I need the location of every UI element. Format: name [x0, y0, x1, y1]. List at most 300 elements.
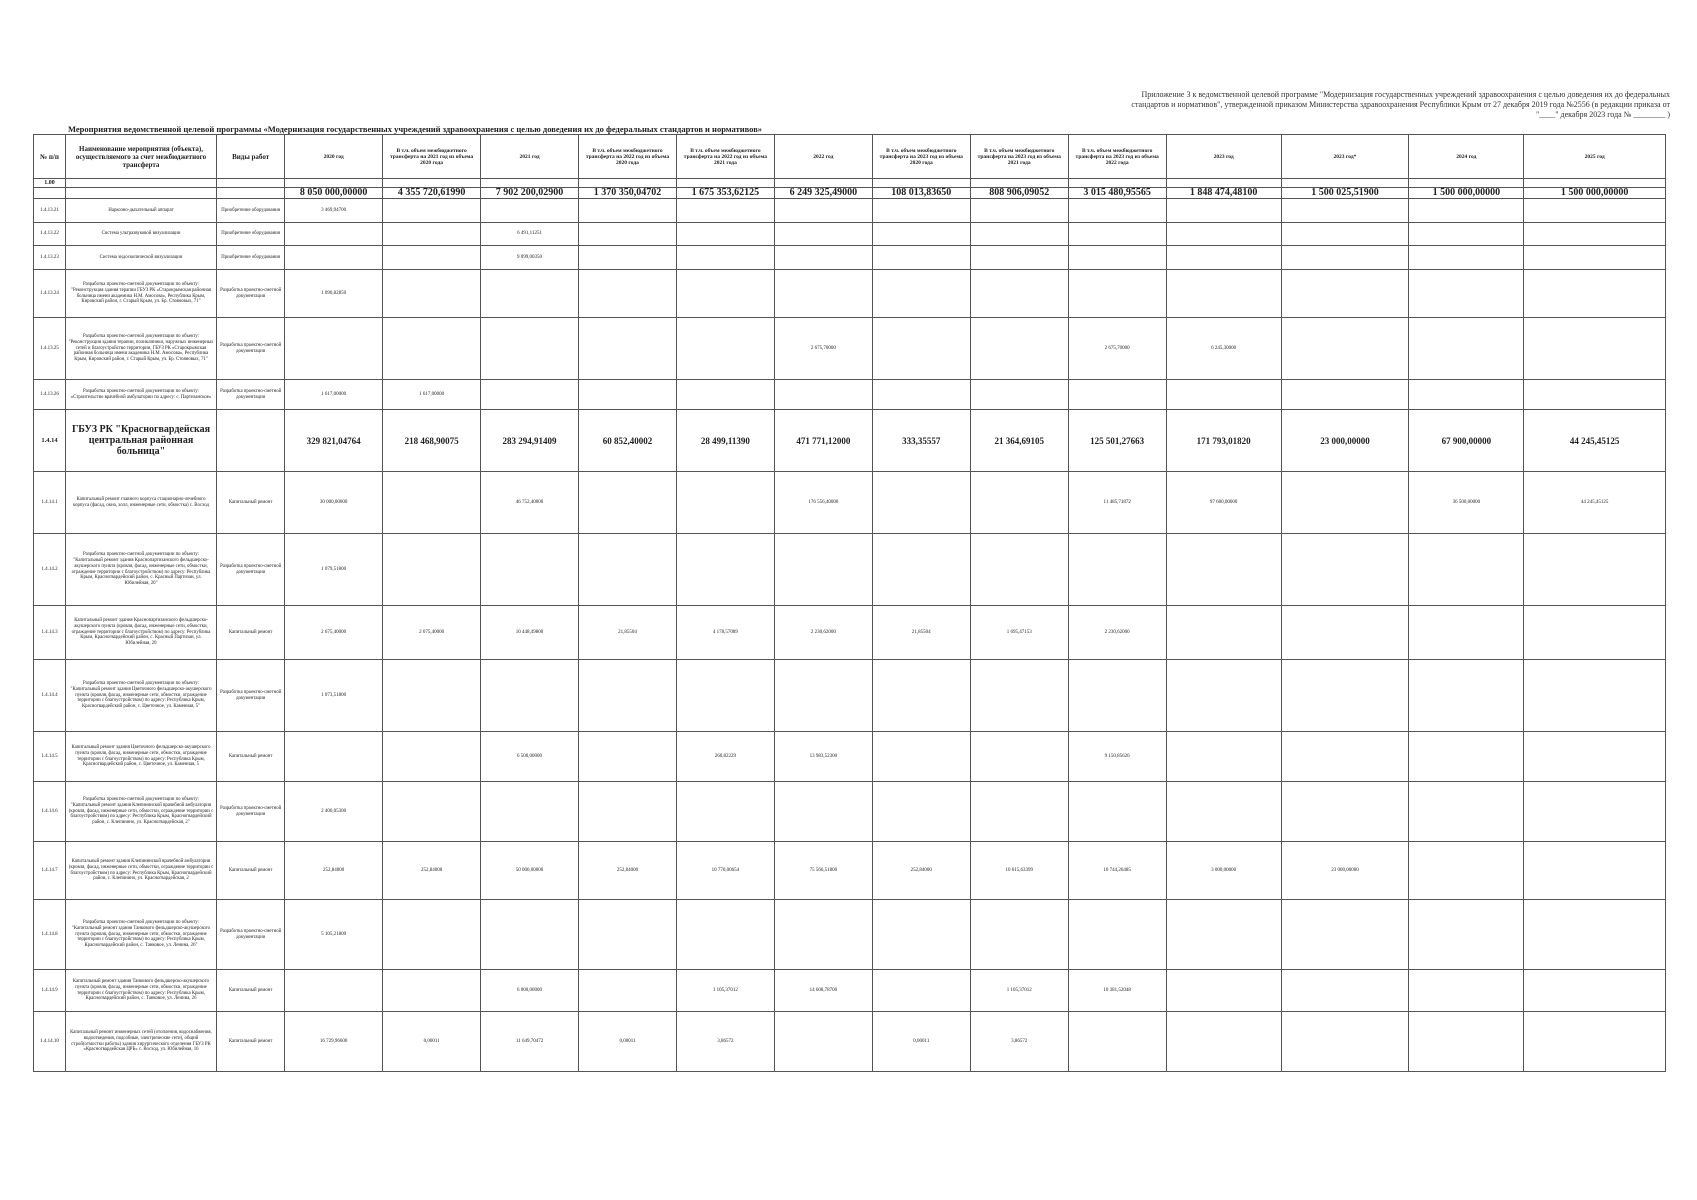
row-number: 1.4.13.26 [34, 380, 66, 410]
total-cell: 1 370 350,04702 [579, 188, 677, 199]
value-cell: 0,00011 [872, 1012, 970, 1072]
total-cell: 1 675 353,62125 [676, 188, 774, 199]
value-cell: 13 983,52300 [774, 732, 872, 782]
table-row [34, 606, 1666, 660]
row-number: 1.4.14.2 [34, 534, 66, 606]
total-cell: 4 355 720,61990 [383, 188, 481, 199]
header-col: 2020 год [285, 135, 383, 179]
row-name: Наркозно-дыхательный аппарат [65, 199, 216, 223]
value-cell: 6 500,00000 [481, 732, 579, 782]
row-number: 1.4.14.8 [34, 900, 66, 970]
value-cell [1524, 900, 1666, 970]
value-cell: 6 245,30000 [1166, 318, 1281, 380]
value-cell: 3,86572 [970, 1012, 1068, 1072]
value-cell [774, 782, 872, 842]
value-cell [1409, 246, 1524, 270]
value-cell [579, 270, 677, 318]
row-number: 1.4.14.1 [34, 472, 66, 534]
value-cell: 125 501,27663 [1068, 410, 1166, 472]
row-work-type: Капитальный ремонт [217, 606, 285, 660]
value-cell: 1 073,51800 [285, 660, 383, 732]
table-row [34, 270, 1666, 318]
value-cell [579, 472, 677, 534]
value-cell [481, 318, 579, 380]
value-cell [676, 660, 774, 732]
table-row [34, 732, 1666, 782]
value-cell [1166, 606, 1281, 660]
value-cell: 2 675,40000 [383, 606, 481, 660]
value-cell [383, 534, 481, 606]
row-number: 1.4.13.23 [34, 246, 66, 270]
value-cell [1409, 732, 1524, 782]
value-cell [1524, 199, 1666, 223]
index-row [34, 179, 1666, 188]
row-number: 1.4.13.22 [34, 223, 66, 246]
value-cell: 3,86572 [676, 1012, 774, 1072]
value-cell: 1 090,82850 [285, 270, 383, 318]
value-cell [1409, 534, 1524, 606]
header-col: 2023 год [1166, 135, 1281, 179]
value-cell [383, 970, 481, 1012]
value-cell [676, 900, 774, 970]
row-number: 1.4.13.24 [34, 270, 66, 318]
value-cell [579, 223, 677, 246]
total-cell: 108 013,83650 [872, 188, 970, 199]
value-cell [1068, 223, 1166, 246]
row-name: Разработка проектно-сметной документации по объекту: "Капитальный ремонт здания Цветочного фельдшерско-акушерского пункта (кровля, фасад, инженерные сети, обмостки, ограждение территории с благоустройством) по адресу: Республика Крым, Красногвардейский район, с. Цветочное, ул. Каменная, 5" [65, 660, 216, 732]
value-cell [872, 900, 970, 970]
row-name: ГБУЗ РК "Красногвардейская центральная районная больница" [65, 410, 216, 472]
value-cell: 2 675,40000 [285, 606, 383, 660]
program-table [33, 134, 1666, 1072]
value-cell [970, 472, 1068, 534]
value-cell: 4 178,57089 [676, 606, 774, 660]
value-cell: 9 150,85626 [1068, 732, 1166, 782]
value-cell: 252,84000 [872, 842, 970, 900]
value-cell [872, 223, 970, 246]
total-cell: 3 015 480,95565 [1068, 188, 1166, 199]
value-cell [383, 782, 481, 842]
value-cell [579, 782, 677, 842]
value-cell [1409, 606, 1524, 660]
value-cell [1409, 1012, 1524, 1072]
row-name: Капитальный ремонт здания Танкового фельдшерско-акушерского пункта (кровля, фасад, инженерные сети, обмостки, ограждение территории с благоустройством) по адресу: Республика Крым, Красногвардейский район, с. Танковое, ул. Ленина, 26 [65, 970, 216, 1012]
row-name: Разработка проектно-сметной документации по объекту: "Капитальный ремонт здания Танкового фельдшерско-акушерского пункта (кровля, фасад, инженерные сети, обмостки, ограждение территории с благоустройством) по адресу: Республика Крым, Красногвардейский район, с. Танковое, ул. Ленина, 26" [65, 900, 216, 970]
value-cell [1524, 223, 1666, 246]
table-row [34, 199, 1666, 223]
row-name: Разработка проектно-сметной документации по объекту: "Реконструкция здания терапии ГБУЗ РК «Старокрымская районная больница имени академика Н.М. Амосова», Республика Крым, Кировский район, г. Старый Крым, ул. Бр. Стояновых, 71" [65, 270, 216, 318]
row-number: 1.4.14.6 [34, 782, 66, 842]
value-cell: 9 099,00350 [481, 246, 579, 270]
table-row [34, 782, 1666, 842]
value-cell [1166, 380, 1281, 410]
row-work-type: Приобретение оборудования [217, 246, 285, 270]
value-cell [1068, 660, 1166, 732]
value-cell [872, 318, 970, 380]
row-work-type: Разработка проектно-сметной документации [217, 380, 285, 410]
row-number: 1.4.14.10 [34, 1012, 66, 1072]
value-cell [872, 782, 970, 842]
value-cell: 0,00011 [383, 1012, 481, 1072]
total-cell: 1 500 000,00000 [1409, 188, 1524, 199]
value-cell [1524, 1012, 1666, 1072]
row-number: 1.4.14.7 [34, 842, 66, 900]
value-cell [1068, 900, 1166, 970]
value-cell [1166, 970, 1281, 1012]
value-cell [1281, 223, 1409, 246]
value-cell: 50 000,00000 [481, 842, 579, 900]
header-col: В т.ч. объем межбюджетного трансферта на 2022 год из объема 2020 года [579, 135, 677, 179]
value-cell [481, 900, 579, 970]
value-cell [1524, 534, 1666, 606]
value-cell: 46 752,40000 [481, 472, 579, 534]
header-col: 2024 год [1409, 135, 1524, 179]
value-cell [285, 246, 383, 270]
table-row [34, 246, 1666, 270]
row-name: Система ультразвуковой визуализации [65, 223, 216, 246]
appendix-note: Приложение 3 к ведомственной целевой программе "Модернизация государственных учреждений здравоохранения с целью доведения их до федеральных стандартов и нормативов", утвержденной приказом Министерства здравоохранения Республики Крым от 27 декабря 2019 года №2556 (в редакции приказа от "____" декабря 2023 года № ________ ) [1131, 90, 1670, 119]
header-row [34, 135, 1666, 179]
value-cell [579, 660, 677, 732]
row-work-type: Разработка проектно-сметной документации [217, 900, 285, 970]
value-cell [481, 380, 579, 410]
value-cell: 10 770,00654 [676, 842, 774, 900]
total-cell: 7 902 200,02900 [481, 188, 579, 199]
total-cell: 1 500 000,00000 [1524, 188, 1666, 199]
value-cell [970, 732, 1068, 782]
value-cell: 44 245,45125 [1524, 472, 1666, 534]
value-cell: 60 852,40002 [579, 410, 677, 472]
value-cell [1166, 534, 1281, 606]
value-cell [1281, 606, 1409, 660]
table-row [34, 534, 1666, 606]
value-cell: 252,84000 [285, 842, 383, 900]
value-cell [579, 199, 677, 223]
row-work-type: Капитальный ремонт [217, 1012, 285, 1072]
value-cell [1068, 782, 1166, 842]
table-row [34, 223, 1666, 246]
value-cell [872, 534, 970, 606]
value-cell: 21,85504 [579, 606, 677, 660]
row-name: Капитальный ремонт главного корпуса стационарно-лечебного корпуса (фасад, окна, холл, инженерные сети, обмостка) с. Восход [65, 472, 216, 534]
value-cell [1281, 270, 1409, 318]
row-work-type: Разработка проектно-сметной документации [217, 270, 285, 318]
value-cell [774, 270, 872, 318]
value-cell: 10 615,63399 [970, 842, 1068, 900]
index-cell: 1.00 [34, 179, 66, 188]
table-row [34, 380, 1666, 410]
value-cell [872, 970, 970, 1012]
total-row [34, 188, 1666, 199]
header-col: 2021 год [481, 135, 579, 179]
value-cell [579, 900, 677, 970]
value-cell [872, 732, 970, 782]
value-cell [383, 660, 481, 732]
value-cell: 2 675,70000 [1068, 318, 1166, 380]
value-cell [481, 660, 579, 732]
value-cell: 2 675,70000 [774, 318, 872, 380]
row-work-type: Приобретение оборудования [217, 223, 285, 246]
value-cell: 21 364,69105 [970, 410, 1068, 472]
value-cell: 75 566,51800 [774, 842, 872, 900]
value-cell [1281, 1012, 1409, 1072]
value-cell [774, 223, 872, 246]
value-cell: 6 491,11251 [481, 223, 579, 246]
value-cell [970, 534, 1068, 606]
value-cell [383, 246, 481, 270]
value-cell [1524, 782, 1666, 842]
row-work-type: Разработка проектно-сметной документации [217, 660, 285, 732]
value-cell [774, 900, 872, 970]
value-cell [1068, 380, 1166, 410]
value-cell: 218 468,90075 [383, 410, 481, 472]
total-cell: 6 249 325,49000 [774, 188, 872, 199]
value-cell: 11 649,70472 [481, 1012, 579, 1072]
value-cell [1281, 246, 1409, 270]
value-cell [1524, 380, 1666, 410]
value-cell: 1 695,47153 [970, 606, 1068, 660]
value-cell [1166, 1012, 1281, 1072]
value-cell: 23 000,00000 [1281, 410, 1409, 472]
value-cell: 36 500,00000 [1409, 472, 1524, 534]
row-work-type: Капитальный ремонт [217, 842, 285, 900]
value-cell [774, 1012, 872, 1072]
value-cell [970, 660, 1068, 732]
value-cell: 3 000,00000 [1166, 842, 1281, 900]
value-cell [970, 199, 1068, 223]
value-cell [481, 782, 579, 842]
value-cell [1409, 782, 1524, 842]
table-row [34, 1012, 1666, 1072]
value-cell [872, 199, 970, 223]
value-cell [1281, 900, 1409, 970]
value-cell [1068, 1012, 1166, 1072]
value-cell: 471 771,12000 [774, 410, 872, 472]
value-cell [1524, 270, 1666, 318]
value-cell: 1 617,00000 [285, 380, 383, 410]
value-cell: 2 230,62000 [774, 606, 872, 660]
value-cell: 171 793,01820 [1166, 410, 1281, 472]
value-cell [1409, 842, 1524, 900]
value-cell: 333,35557 [872, 410, 970, 472]
row-name: Разработка проектно-сметной документации по объекту: "Реконструкция здания терапии, поликлиники, наружных инженерных сетей и благоустройство территории, ГБУЗ РК «Старокрымская районная больница имени академика Н.М. Амосова», Республика Крым, Кировский район, г. Старый Крым, ул. Бр. Стояновых, 71" [65, 318, 216, 380]
value-cell [970, 270, 1068, 318]
value-cell [872, 660, 970, 732]
value-cell [774, 660, 872, 732]
value-cell [774, 534, 872, 606]
value-cell [676, 534, 774, 606]
row-number: 1.4.13.25 [34, 318, 66, 380]
header-col: 2023 год* [1281, 135, 1409, 179]
value-cell [1166, 270, 1281, 318]
value-cell: 28 499,11390 [676, 410, 774, 472]
value-cell [1524, 660, 1666, 732]
value-cell [579, 318, 677, 380]
value-cell [970, 223, 1068, 246]
value-cell: 6 000,00000 [481, 970, 579, 1012]
value-cell [970, 318, 1068, 380]
value-cell [1068, 246, 1166, 270]
value-cell [481, 199, 579, 223]
row-work-type: Капитальный ремонт [217, 970, 285, 1012]
value-cell [1166, 732, 1281, 782]
value-cell [1068, 534, 1166, 606]
value-cell [676, 270, 774, 318]
value-cell [1166, 900, 1281, 970]
value-cell [1281, 472, 1409, 534]
row-name: Разработка проектно-сметной документации по объекту: «Строительство врачебной амбулатории по адресу: с. Партизанское» [65, 380, 216, 410]
value-cell [1524, 842, 1666, 900]
value-cell [383, 732, 481, 782]
value-cell: 2 406,05300 [285, 782, 383, 842]
value-cell: 67 900,00000 [1409, 410, 1524, 472]
header-col: В т.ч. объем межбюджетного трансферта на 2023 год из объема 2021 года [970, 135, 1068, 179]
table-row [34, 970, 1666, 1012]
value-cell: 1 105,37012 [676, 970, 774, 1012]
value-cell: 260,82229 [676, 732, 774, 782]
organization-row [34, 410, 1666, 472]
value-cell [970, 246, 1068, 270]
value-cell [1068, 270, 1166, 318]
row-number: 1.4.13.21 [34, 199, 66, 223]
value-cell [970, 782, 1068, 842]
total-cell: 8 050 000,00000 [285, 188, 383, 199]
value-cell: 2 230,62000 [1068, 606, 1166, 660]
value-cell [872, 380, 970, 410]
document-title: Мероприятия ведомственной целевой программы «Модернизация государственных учреждений здравоохранения с целью доведения их до федеральных стандартов и нормативов» [68, 124, 763, 134]
value-cell [285, 318, 383, 380]
value-cell [1409, 199, 1524, 223]
value-cell [383, 223, 481, 246]
value-cell [1281, 199, 1409, 223]
header-col: В т.ч. объем межбюджетного трансферта на 2022 год из объема 2021 года [676, 135, 774, 179]
value-cell: 283 294,91409 [481, 410, 579, 472]
value-cell [1409, 223, 1524, 246]
value-cell: 44 245,45125 [1524, 410, 1666, 472]
value-cell [1409, 660, 1524, 732]
row-name: Разработка проектно-сметной документации по объекту: "Капитальный ремонт здания Краснопартизанского фельдшерско-акушерского пункта (кровля, фасад, инженерные сети, обмостки, ограждение территории с благоустройством) по адресу: Республика Крым, Красногвардейский район, с. Красный Партизан, ул. Юбилейная, 20" [65, 534, 216, 606]
value-cell: 11 485,71872 [1068, 472, 1166, 534]
header-col: 2022 год [774, 135, 872, 179]
value-cell [1281, 660, 1409, 732]
value-cell: 1 079,51800 [285, 534, 383, 606]
row-name: Капитальный ремонт инженерных сетей (отопления, водоснабжения, водоотведения, подсобные, электрические сети), общий строй(отмостки работы) здания хирургического отделения ГБУЗ РК «Красногвардейская ЦРБ» с. Восход, ул. Юбилейная, 16 [65, 1012, 216, 1072]
value-cell [1166, 246, 1281, 270]
value-cell: 1 617,00000 [383, 380, 481, 410]
value-cell [1068, 199, 1166, 223]
total-cell: 1 848 474,48100 [1166, 188, 1281, 199]
value-cell [774, 199, 872, 223]
value-cell [676, 246, 774, 270]
row-name: Разработка проектно-сметной документации по объекту: "Капитальный ремонт здания Клепининской врачебной амбулатории (кровля, фасад, инженерные сети, обмостки, ограждение территории с благоустройством) по адресу: Республика Крым, Красногвардейский район, с. Клепинино, ул. Красногвардейская, 2" [65, 782, 216, 842]
value-cell [872, 246, 970, 270]
value-cell: 5 105,21800 [285, 900, 383, 970]
row-number: 1.4.14.4 [34, 660, 66, 732]
row-work-type: Капитальный ремонт [217, 472, 285, 534]
table-row [34, 660, 1666, 732]
header-col: В т.ч. объем межбюджетного трансферта на 2023 год из объема 2020 года [872, 135, 970, 179]
header-type: Виды работ [217, 135, 285, 179]
value-cell [1166, 660, 1281, 732]
value-cell [579, 246, 677, 270]
value-cell [579, 970, 677, 1012]
value-cell [1281, 782, 1409, 842]
row-work-type: Разработка проектно-сметной документации [217, 318, 285, 380]
row-number: 1.4.14.9 [34, 970, 66, 1012]
value-cell [1409, 900, 1524, 970]
value-cell: 10 381,52048 [1068, 970, 1166, 1012]
value-cell [285, 223, 383, 246]
value-cell: 3 469,94700 [285, 199, 383, 223]
value-cell [1166, 223, 1281, 246]
value-cell [774, 380, 872, 410]
header-num: № п/п [34, 135, 66, 179]
value-cell [1524, 606, 1666, 660]
value-cell: 10 744,26485 [1068, 842, 1166, 900]
row-name: Система эндоскопической визуализации [65, 246, 216, 270]
value-cell [383, 318, 481, 380]
row-name: Капитальный ремонт здания Краснопартизанского фельдшерско-акушерского пункта (кровля, фасад, инженерные сети, обмостки, ограждение территории с благоустройством) по адресу: Республика Крым, Красногвардейский район, с. Красный Партизан, ул. Юбилейная, 20 [65, 606, 216, 660]
row-work-type: Разработка проектно-сметной документации [217, 534, 285, 606]
value-cell [481, 270, 579, 318]
header-col: В т.ч. объем межбюджетного трансферта на 2021 год из объема 2020 года [383, 135, 481, 179]
row-name: Капитальный ремонт здания Клепининской врачебной амбулатории (кровля, фасад, инженерные сети, обмостки, ограждение территории с благоустройством) по адресу: Республика Крым, Красногвардейский район, с. Клепинино, ул. Красногвардейская, 2 [65, 842, 216, 900]
value-cell [676, 782, 774, 842]
value-cell [1524, 970, 1666, 1012]
table-row [34, 318, 1666, 380]
value-cell: 23 000,00000 [1281, 842, 1409, 900]
value-cell [1409, 270, 1524, 318]
value-cell [1281, 318, 1409, 380]
value-cell [579, 534, 677, 606]
value-cell: 30 000,00000 [285, 472, 383, 534]
row-number: 1.4.14.3 [34, 606, 66, 660]
value-cell [481, 534, 579, 606]
value-cell [1524, 246, 1666, 270]
row-work-type: Приобретение оборудования [217, 199, 285, 223]
value-cell: 10 448,49800 [481, 606, 579, 660]
value-cell: 97 600,00000 [1166, 472, 1281, 534]
table-row [34, 472, 1666, 534]
value-cell [1166, 199, 1281, 223]
value-cell [676, 472, 774, 534]
value-cell: 176 556,40000 [774, 472, 872, 534]
value-cell [383, 900, 481, 970]
value-cell: 1 105,37012 [970, 970, 1068, 1012]
value-cell [285, 732, 383, 782]
row-work-type: Капитальный ремонт [217, 732, 285, 782]
value-cell [970, 380, 1068, 410]
value-cell [1524, 732, 1666, 782]
table-row [34, 842, 1666, 900]
header-col: 2025 год [1524, 135, 1666, 179]
row-number: 1.4.14 [34, 410, 66, 472]
value-cell [970, 900, 1068, 970]
total-cell: 1 500 025,51900 [1281, 188, 1409, 199]
value-cell [676, 223, 774, 246]
value-cell [1409, 318, 1524, 380]
value-cell [676, 380, 774, 410]
value-cell [1409, 970, 1524, 1012]
value-cell [1524, 318, 1666, 380]
header-name: Наименование мероприятия (объекта), осуществляемого за счет межбюджетного трансферта [65, 135, 216, 179]
value-cell: 252,84000 [383, 842, 481, 900]
value-cell: 16 729,96600 [285, 1012, 383, 1072]
row-work-type: Разработка проектно-сметной документации [217, 782, 285, 842]
row-name: Капитальный ремонт здания Цветочного фельдшерско-акушерского пункта (кровля, фасад, инженерные сети, обмостки, ограждение территории с благоустройством) по адресу: Республика Крым, Красногвардейский район, с. Цветочное, ул. Каменная, 5 [65, 732, 216, 782]
value-cell [872, 472, 970, 534]
row-number: 1.4.14.5 [34, 732, 66, 782]
